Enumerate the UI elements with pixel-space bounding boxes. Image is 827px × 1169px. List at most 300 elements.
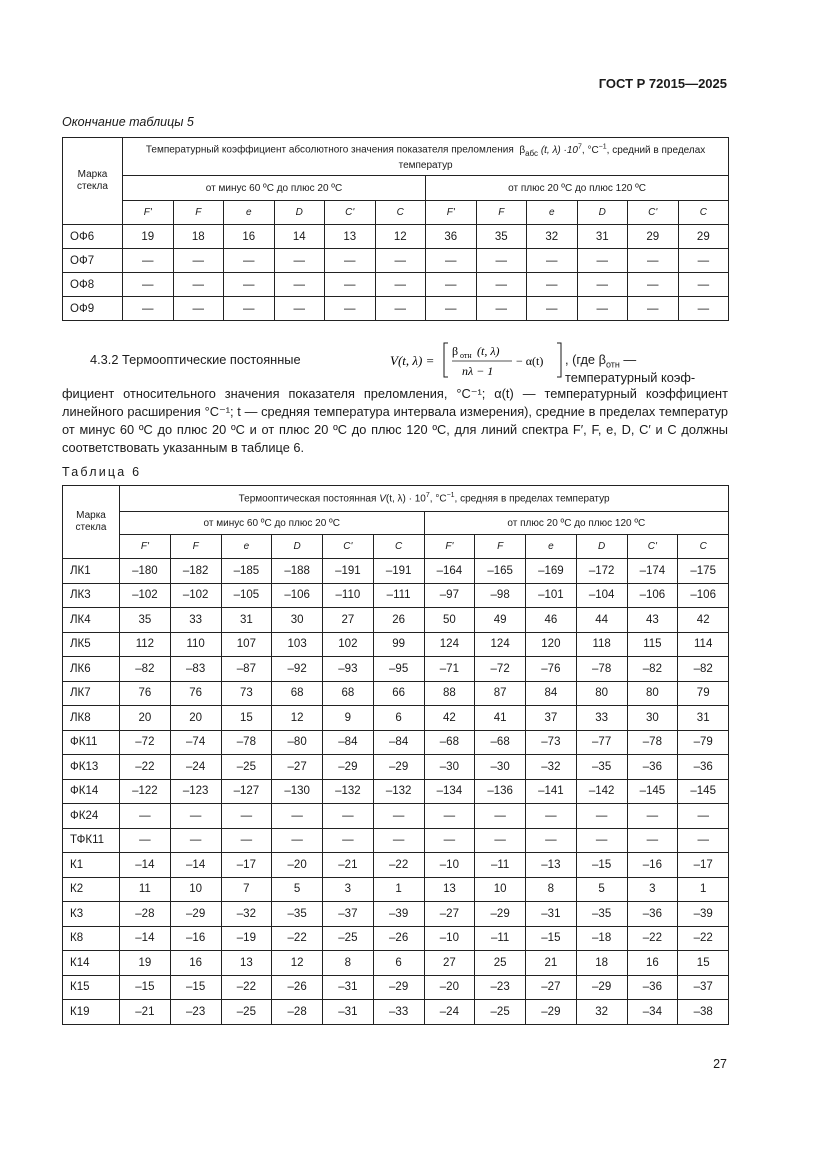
value-cell: –24	[170, 755, 221, 780]
value-cell: –106	[678, 583, 729, 608]
value-cell: –79	[678, 730, 729, 755]
value-cell: –22	[373, 853, 424, 878]
value-cell: –11	[475, 926, 526, 951]
value-cell: –142	[576, 779, 627, 804]
value-cell: –29	[526, 1000, 577, 1025]
value-cell: –105	[221, 583, 272, 608]
table-row	[63, 730, 729, 755]
glass-mark-cell: ОФ6	[63, 225, 123, 249]
value-cell: —	[323, 828, 374, 853]
formula-num-beta: β	[452, 344, 459, 358]
glass-mark-cell: ЛК1	[63, 559, 120, 584]
table-row	[63, 706, 729, 731]
value-cell: 21	[526, 951, 577, 976]
value-cell: –191	[323, 559, 374, 584]
value-cell: 29	[628, 225, 679, 249]
spectral-line: F'	[120, 535, 171, 559]
value-cell: –36	[627, 975, 678, 1000]
value-cell: —	[577, 249, 628, 273]
value-cell: 68	[323, 681, 374, 706]
value-cell: –28	[120, 902, 171, 927]
table-6	[62, 485, 729, 1025]
value-cell: –31	[526, 902, 577, 927]
value-cell: –191	[373, 559, 424, 584]
glass-mark-cell: К2	[63, 877, 120, 902]
value-cell: —	[475, 804, 526, 829]
value-cell: 10	[170, 877, 221, 902]
table-row	[63, 877, 729, 902]
value-cell: –36	[627, 755, 678, 780]
glass-mark-cell: К14	[63, 951, 120, 976]
value-cell: –23	[475, 975, 526, 1000]
glass-mark-cell: ФК13	[63, 755, 120, 780]
value-cell: –174	[627, 559, 678, 584]
value-cell: –132	[373, 779, 424, 804]
value-cell: –25	[323, 926, 374, 951]
value-cell: 124	[424, 632, 475, 657]
value-cell: —	[476, 249, 527, 273]
table5-range-1: от минус 60 ºС до плюс 20 ºС	[123, 176, 426, 201]
value-cell: –87	[221, 657, 272, 682]
spectral-line: C'	[325, 201, 376, 225]
value-cell: 29	[678, 225, 729, 249]
value-cell: 120	[526, 632, 577, 657]
value-cell: –71	[424, 657, 475, 682]
spectral-line: C	[375, 201, 426, 225]
table6-range-2: от плюс 20 ºС до плюс 120 ºС	[424, 512, 729, 535]
table5-main-header	[123, 138, 729, 176]
value-cell: –38	[678, 1000, 729, 1025]
value-cell: –29	[576, 975, 627, 1000]
value-cell: –169	[526, 559, 577, 584]
value-cell: —	[120, 804, 171, 829]
value-cell: —	[424, 804, 475, 829]
value-cell: –16	[627, 853, 678, 878]
value-cell: 35	[120, 608, 171, 633]
value-cell: –111	[373, 583, 424, 608]
value-cell: –20	[272, 853, 323, 878]
value-cell: —	[173, 249, 224, 273]
formula-num-args: (t, λ)	[477, 344, 500, 358]
value-cell: —	[475, 828, 526, 853]
value-cell: 3	[627, 877, 678, 902]
formula-right-bracket	[557, 343, 561, 377]
value-cell: —	[628, 273, 679, 297]
value-cell: 5	[272, 877, 323, 902]
value-cell: –20	[424, 975, 475, 1000]
spectral-line: C	[373, 535, 424, 559]
value-cell: –134	[424, 779, 475, 804]
value-cell: –25	[475, 1000, 526, 1025]
value-cell: —	[424, 828, 475, 853]
value-cell: –106	[272, 583, 323, 608]
value-cell: 6	[373, 951, 424, 976]
value-cell: –21	[323, 853, 374, 878]
value-cell: –23	[170, 1000, 221, 1025]
value-cell: –93	[323, 657, 374, 682]
value-cell: –68	[475, 730, 526, 755]
value-cell: –102	[120, 583, 171, 608]
value-cell: 5	[576, 877, 627, 902]
value-cell: –25	[221, 755, 272, 780]
value-cell: —	[526, 828, 577, 853]
value-cell: –33	[373, 1000, 424, 1025]
value-cell: —	[526, 804, 577, 829]
value-cell: 37	[526, 706, 577, 731]
value-cell: 31	[678, 706, 729, 731]
value-cell: 8	[526, 877, 577, 902]
value-cell: –22	[221, 975, 272, 1000]
value-cell: 46	[526, 608, 577, 633]
value-cell: —	[678, 297, 729, 321]
formula-denominator: nλ − 1	[462, 364, 494, 378]
value-cell: —	[576, 828, 627, 853]
paragraph-lead-text: 4.3.2 Термооптические постоянные	[90, 352, 301, 367]
spectral-line: F	[173, 201, 224, 225]
glass-mark-cell: К19	[63, 1000, 120, 1025]
value-cell: —	[224, 297, 275, 321]
value-cell: –122	[120, 779, 171, 804]
value-cell: —	[173, 297, 224, 321]
value-cell: —	[373, 804, 424, 829]
value-cell: –82	[678, 657, 729, 682]
table-row	[63, 559, 729, 584]
table-row	[63, 632, 729, 657]
value-cell: 18	[173, 225, 224, 249]
value-cell: 31	[221, 608, 272, 633]
table-row	[63, 755, 729, 780]
value-cell: 16	[170, 951, 221, 976]
value-cell: 118	[576, 632, 627, 657]
value-cell: –29	[373, 755, 424, 780]
value-cell: –27	[272, 755, 323, 780]
table-row	[63, 902, 729, 927]
value-cell: –37	[678, 975, 729, 1000]
value-cell: –185	[221, 559, 272, 584]
value-cell: —	[375, 273, 426, 297]
value-cell: 18	[576, 951, 627, 976]
value-cell: —	[678, 828, 729, 853]
value-cell: —	[373, 828, 424, 853]
value-cell: –97	[424, 583, 475, 608]
value-cell: –25	[221, 1000, 272, 1025]
formula-paragraph-lead	[62, 340, 728, 385]
value-cell: —	[173, 273, 224, 297]
formula-lhs: V(t, λ) =	[390, 353, 435, 368]
value-cell: –37	[323, 902, 374, 927]
table-row	[63, 297, 729, 321]
value-cell: 112	[120, 632, 171, 657]
table-row	[63, 657, 729, 682]
value-cell: –30	[424, 755, 475, 780]
value-cell: 19	[123, 225, 174, 249]
table5-lines-row	[63, 201, 729, 225]
value-cell: —	[678, 249, 729, 273]
value-cell: 114	[678, 632, 729, 657]
value-cell: 76	[120, 681, 171, 706]
glass-mark-cell: ЛК5	[63, 632, 120, 657]
value-cell: –30	[475, 755, 526, 780]
paragraph-body: фициент относительного значения показателя преломления, °С⁻¹; α(t) — температурный коэффициент линейного расширения °С⁻¹; t — средняя температура интервала измерения), средние в пределах температур от минус 60 ºС до плюс 20 ºС и от плюс 20 ºС до плюс 120 ºС, для линий спектра F′, F, e, D, C′ и C должны соответствовать указанным в таблице 6.	[62, 386, 728, 455]
table-row	[63, 249, 729, 273]
thermo-optic-formula	[390, 340, 565, 380]
value-cell: –130	[272, 779, 323, 804]
table6-mark-header: Марка стекла	[63, 486, 120, 559]
value-cell: –72	[120, 730, 171, 755]
value-cell: 33	[576, 706, 627, 731]
value-cell: –165	[475, 559, 526, 584]
value-cell: –145	[627, 779, 678, 804]
value-cell: –182	[170, 559, 221, 584]
value-cell: –10	[424, 926, 475, 951]
value-cell: 20	[120, 706, 171, 731]
value-cell: 12	[272, 951, 323, 976]
value-cell: 27	[323, 608, 374, 633]
glass-mark-cell: ЛК7	[63, 681, 120, 706]
value-cell: 73	[221, 681, 272, 706]
formula-minus-alpha: − α(t)	[516, 354, 544, 368]
value-cell: –35	[576, 755, 627, 780]
value-cell: –73	[526, 730, 577, 755]
value-cell: 1	[373, 877, 424, 902]
glass-mark-cell: К1	[63, 853, 120, 878]
value-cell: –34	[627, 1000, 678, 1025]
value-cell: –14	[120, 853, 171, 878]
value-cell: –29	[170, 902, 221, 927]
value-cell: –82	[627, 657, 678, 682]
spectral-line: e	[526, 535, 577, 559]
value-cell: 42	[678, 608, 729, 633]
value-cell: —	[123, 273, 174, 297]
value-cell: —	[274, 297, 325, 321]
value-cell: 11	[120, 877, 171, 902]
value-cell: —	[123, 297, 174, 321]
value-cell: –102	[170, 583, 221, 608]
glass-mark-cell: ЛК4	[63, 608, 120, 633]
spectral-line: C'	[323, 535, 374, 559]
value-cell: –39	[373, 902, 424, 927]
value-cell: 80	[576, 681, 627, 706]
table-row	[63, 828, 729, 853]
value-cell: 41	[475, 706, 526, 731]
value-cell: —	[224, 273, 275, 297]
value-cell: –123	[170, 779, 221, 804]
value-cell: –145	[678, 779, 729, 804]
value-cell: –106	[627, 583, 678, 608]
value-cell: —	[527, 297, 578, 321]
value-cell: 115	[627, 632, 678, 657]
value-cell: —	[577, 297, 628, 321]
value-cell: —	[170, 804, 221, 829]
value-cell: —	[221, 828, 272, 853]
value-cell: 3	[323, 877, 374, 902]
table-row	[63, 804, 729, 829]
table5-range-2: от плюс 20 ºС до плюс 120 ºС	[426, 176, 729, 201]
document-standard-header: ГОСТ Р 72015—2025	[598, 76, 727, 91]
value-cell: –29	[373, 975, 424, 1000]
table-row	[63, 608, 729, 633]
value-cell: 68	[272, 681, 323, 706]
value-cell: –10	[424, 853, 475, 878]
value-cell: —	[476, 273, 527, 297]
value-cell: –78	[627, 730, 678, 755]
value-cell: –31	[323, 1000, 374, 1025]
value-cell: 16	[627, 951, 678, 976]
value-cell: –28	[272, 1000, 323, 1025]
table-row	[63, 681, 729, 706]
value-cell: —	[576, 804, 627, 829]
glass-mark-cell: ТФК11	[63, 828, 120, 853]
value-cell: –27	[526, 975, 577, 1000]
value-cell: 32	[576, 1000, 627, 1025]
value-cell: —	[375, 249, 426, 273]
value-cell: —	[678, 273, 729, 297]
value-cell: –27	[424, 902, 475, 927]
value-cell: 6	[373, 706, 424, 731]
value-cell: –180	[120, 559, 171, 584]
value-cell: —	[527, 273, 578, 297]
value-cell: –110	[323, 583, 374, 608]
spectral-line: D	[577, 201, 628, 225]
value-cell: –76	[526, 657, 577, 682]
value-cell: –188	[272, 559, 323, 584]
value-cell: –35	[272, 902, 323, 927]
value-cell: –172	[576, 559, 627, 584]
value-cell: —	[375, 297, 426, 321]
page-number: 27	[713, 1057, 727, 1071]
value-cell: —	[426, 249, 477, 273]
value-cell: –39	[678, 902, 729, 927]
value-cell: –29	[323, 755, 374, 780]
value-cell: —	[577, 273, 628, 297]
value-cell: –175	[678, 559, 729, 584]
value-cell: —	[325, 297, 376, 321]
value-cell: –32	[526, 755, 577, 780]
value-cell: 1	[678, 877, 729, 902]
value-cell: 15	[678, 951, 729, 976]
value-cell: –16	[170, 926, 221, 951]
value-cell: –82	[120, 657, 171, 682]
paragraph-lead-tail: , (где $\beta_{отн}$ — температурный коэф-	[565, 352, 696, 385]
value-cell: 80	[627, 681, 678, 706]
glass-mark-cell: ОФ7	[63, 249, 123, 273]
value-cell: 30	[627, 706, 678, 731]
value-cell: —	[123, 249, 174, 273]
value-cell: —	[120, 828, 171, 853]
value-cell: –31	[323, 975, 374, 1000]
glass-mark-cell: ОФ8	[63, 273, 123, 297]
value-cell: 76	[170, 681, 221, 706]
table-row	[63, 853, 729, 878]
value-cell: –78	[221, 730, 272, 755]
value-cell: —	[627, 828, 678, 853]
value-cell: –21	[120, 1000, 171, 1025]
value-cell: 66	[373, 681, 424, 706]
glass-mark-cell: ЛК6	[63, 657, 120, 682]
value-cell: –164	[424, 559, 475, 584]
table-5	[62, 137, 729, 321]
value-cell: –15	[170, 975, 221, 1000]
spectral-line: C	[678, 535, 729, 559]
table6-range-1: от минус 60 ºС до плюс 20 ºС	[120, 512, 425, 535]
value-cell: –132	[323, 779, 374, 804]
table5-caption: Окончание таблицы 5	[62, 115, 194, 129]
value-cell: –80	[272, 730, 323, 755]
value-cell: –92	[272, 657, 323, 682]
value-cell: 9	[323, 706, 374, 731]
value-cell: –22	[272, 926, 323, 951]
value-cell: –18	[576, 926, 627, 951]
value-cell: –104	[576, 583, 627, 608]
spectral-line: F'	[426, 201, 477, 225]
table-row	[63, 225, 729, 249]
value-cell: 13	[325, 225, 376, 249]
value-cell: 14	[274, 225, 325, 249]
table-row	[63, 951, 729, 976]
table6-main-header: Термооптическая постоянная V(t, $\lambda) \cdot 10^7$, $^\circ С^{-1}$, средняя в пределах температур	[120, 486, 729, 512]
table5-header-beta: $\beta_{абс}$ (t, $\lambda) \cdot 10^7$, $^\circ С^{-1}$, средний в пределах температур	[398, 143, 706, 171]
value-cell: –19	[221, 926, 272, 951]
value-cell: –17	[221, 853, 272, 878]
value-cell: –14	[170, 853, 221, 878]
value-cell: –22	[627, 926, 678, 951]
value-cell: —	[678, 804, 729, 829]
value-cell: –72	[475, 657, 526, 682]
value-cell: –17	[678, 853, 729, 878]
value-cell: 42	[424, 706, 475, 731]
value-cell: –98	[475, 583, 526, 608]
table-row	[63, 779, 729, 804]
value-cell: –15	[120, 975, 171, 1000]
value-cell: –35	[576, 902, 627, 927]
value-cell: –83	[170, 657, 221, 682]
value-cell: —	[476, 297, 527, 321]
value-cell: –15	[576, 853, 627, 878]
value-cell: 10	[475, 877, 526, 902]
glass-mark-cell: ФК11	[63, 730, 120, 755]
value-cell: 25	[475, 951, 526, 976]
value-cell: –26	[373, 926, 424, 951]
value-cell: 13	[221, 951, 272, 976]
value-cell: 15	[221, 706, 272, 731]
value-cell: –141	[526, 779, 577, 804]
value-cell: –29	[475, 902, 526, 927]
value-cell: —	[325, 273, 376, 297]
value-cell: –84	[373, 730, 424, 755]
value-cell: –11	[475, 853, 526, 878]
value-cell: 103	[272, 632, 323, 657]
table6-lines-row	[63, 535, 729, 559]
table-row	[63, 1000, 729, 1025]
value-cell: 30	[272, 608, 323, 633]
value-cell: 12	[272, 706, 323, 731]
value-cell: —	[426, 273, 477, 297]
value-cell: —	[224, 249, 275, 273]
table-row	[63, 273, 729, 297]
spectral-line: e	[221, 535, 272, 559]
table6-label: Таблица 6	[62, 465, 142, 479]
value-cell: 79	[678, 681, 729, 706]
formula-left-bracket	[444, 343, 448, 377]
table5-mark-header: Марка стекла	[63, 138, 123, 225]
spectral-line: C'	[628, 201, 679, 225]
value-cell: 32	[527, 225, 578, 249]
glass-mark-cell: К15	[63, 975, 120, 1000]
glass-mark-cell: ОФ9	[63, 297, 123, 321]
value-cell: –84	[323, 730, 374, 755]
value-cell: –15	[526, 926, 577, 951]
glass-mark-cell: ЛК3	[63, 583, 120, 608]
